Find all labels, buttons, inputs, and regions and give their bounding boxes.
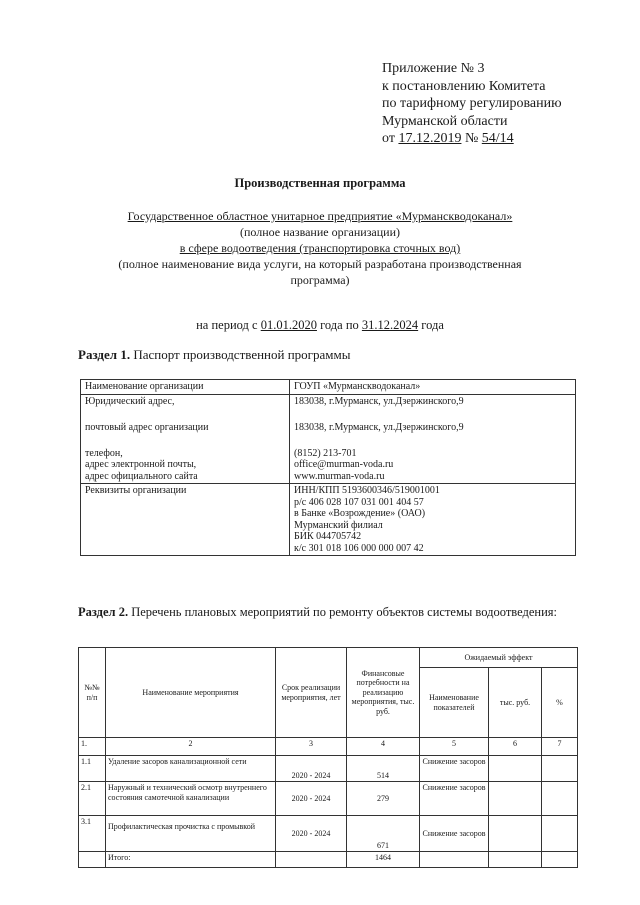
measures-table (78, 647, 578, 868)
header-num: №№ п/п (79, 648, 106, 738)
header-indicator: Наименование показателей (420, 668, 489, 738)
col-number: 5 (420, 738, 489, 756)
row-pct (542, 782, 578, 816)
col-number: 6 (489, 738, 542, 756)
header-fin: Финансовые потребности на реализацию мероприятия, тыс. руб. (347, 648, 420, 738)
table-row (79, 782, 578, 816)
row-num: 3.1 (79, 816, 106, 852)
service-name: в сфере водоотведения (транспортировка сточных вод) (179, 241, 461, 255)
appendix-date-line (382, 130, 562, 148)
table-total-row (79, 852, 578, 868)
period-end: 31.12.2024 (361, 318, 419, 332)
table-row (81, 484, 576, 556)
total-indicator (420, 852, 489, 868)
header-name: Наименование мероприятия (106, 648, 276, 738)
row-term: 2020 - 2024 (276, 756, 347, 782)
table-row (79, 756, 578, 782)
row-name: Профилактическая прочистка с промывкой (106, 816, 276, 852)
email: office@murman-voda.ru (294, 459, 394, 470)
header-effect: Ожидаемый эффект (420, 648, 578, 668)
legal-address-label: Юридический адрес, (85, 395, 175, 407)
bank: в Банке «Возрождение» (ОАО) (294, 508, 426, 519)
header-pct: % (542, 668, 578, 738)
table-header-row (79, 648, 578, 668)
total-value: 1464 (347, 852, 420, 868)
row-name: Удаление засоров канализационной сети (106, 756, 276, 782)
table-row (81, 394, 576, 484)
corr-account: к/с 301 018 106 000 000 007 42 (294, 542, 424, 554)
row-num: 2.1 (79, 782, 106, 816)
section2-title: Перечень плановых мероприятий по ремонту объектов системы водоотведения: (131, 605, 558, 619)
website-label: адрес официального сайта (85, 470, 198, 482)
passport-label (81, 394, 290, 484)
passport-value (290, 484, 576, 556)
period-line (0, 318, 640, 333)
number-prefix: № (464, 131, 479, 146)
row-fin: 514 (347, 756, 420, 782)
page-title: Производственная программа (234, 176, 406, 190)
period-suffix: года (421, 318, 444, 332)
appendix-line: Приложение № 3 (382, 61, 485, 76)
table-row (79, 738, 578, 756)
passport-label: Реквизиты организации (81, 484, 290, 556)
row-term: 2020 - 2024 (276, 782, 347, 816)
account: р/с 406 028 107 031 001 404 57 (294, 496, 424, 508)
col-number: 1. (79, 738, 106, 756)
col-number: 2 (106, 738, 276, 756)
section1-number: Раздел 1. (78, 347, 131, 362)
period-mid: года по (320, 318, 359, 332)
col-number: 4 (347, 738, 420, 756)
bik: БИК 044705742 (294, 531, 362, 542)
total-label: Итого: (106, 852, 276, 868)
row-num: 1.1 (79, 756, 106, 782)
org-name: Государственное областное унитарное предприятие «Мурманскводоканал» (127, 209, 513, 223)
section1-heading (78, 347, 350, 363)
row-indicator: Снижение засоров (420, 782, 489, 816)
row-rub (489, 816, 542, 852)
row-rub (489, 756, 542, 782)
appendix-line: Мурманской области (382, 113, 508, 129)
phone-label: телефон, (85, 447, 123, 459)
legal-address: 183038, г.Мурманск, ул.Дзержинского,9 (294, 395, 464, 407)
row-rub (489, 782, 542, 816)
decree-number: 54/14 (481, 131, 514, 146)
service-note: (полное наименование вида услуги, на который разработана производственная (118, 257, 522, 271)
inn-kpp: ИНН/КПП 5193600346/519001001 (294, 485, 440, 496)
total-num (79, 852, 106, 868)
website: www.murman-voda.ru (294, 470, 385, 482)
bank-branch: Мурманский филиал (294, 519, 383, 531)
header-term: Срок реализации мероприятия, лет (276, 648, 347, 738)
row-fin: 279 (347, 782, 420, 816)
total-pct (542, 852, 578, 868)
period-start: 01.01.2020 (260, 318, 317, 332)
org-name-note: (полное название организации) (239, 225, 401, 239)
date-prefix: от (382, 131, 395, 146)
section1-title: Паспорт производственной программы (133, 347, 351, 362)
phone: (8152) 213-701 (294, 447, 357, 459)
postal-address-label: почтовый адрес организации (85, 422, 209, 433)
decree-date: 17.12.2019 (398, 131, 462, 146)
total-rub (489, 852, 542, 868)
appendix-line: к постановлению Комитета (382, 78, 546, 94)
passport-value: ГОУП «Мурманскводоканал» (290, 380, 576, 395)
row-term: 2020 - 2024 (276, 816, 347, 852)
col-number: 3 (276, 738, 347, 756)
passport-table (80, 379, 576, 556)
email-label: адрес электронной почты, (85, 459, 197, 470)
passport-value (290, 394, 576, 484)
appendix-line: по тарифному регулированию (382, 96, 562, 111)
passport-label: Наименование организации (81, 380, 290, 395)
row-pct (542, 756, 578, 782)
section2-number: Раздел 2. (78, 605, 129, 619)
total-term (276, 852, 347, 868)
organization-block (0, 208, 640, 288)
row-indicator: Снижение засоров (420, 756, 489, 782)
table-row (81, 380, 576, 395)
table-row (79, 816, 578, 852)
row-fin: 671 (347, 816, 420, 852)
col-number: 7 (542, 738, 578, 756)
header-rub: тыс. руб. (489, 668, 542, 738)
postal-address: 183038, г.Мурманск, ул.Дзержинского,9 (294, 422, 464, 433)
appendix-header (382, 60, 562, 148)
service-note: программа) (290, 273, 350, 287)
row-pct (542, 816, 578, 852)
period-prefix: на период с (196, 318, 258, 332)
section2-heading (78, 605, 557, 620)
row-name: Наружный и технический осмотр внутреннего состояния самотечной канализации (106, 782, 276, 816)
row-indicator: Снижение засоров (420, 816, 489, 852)
